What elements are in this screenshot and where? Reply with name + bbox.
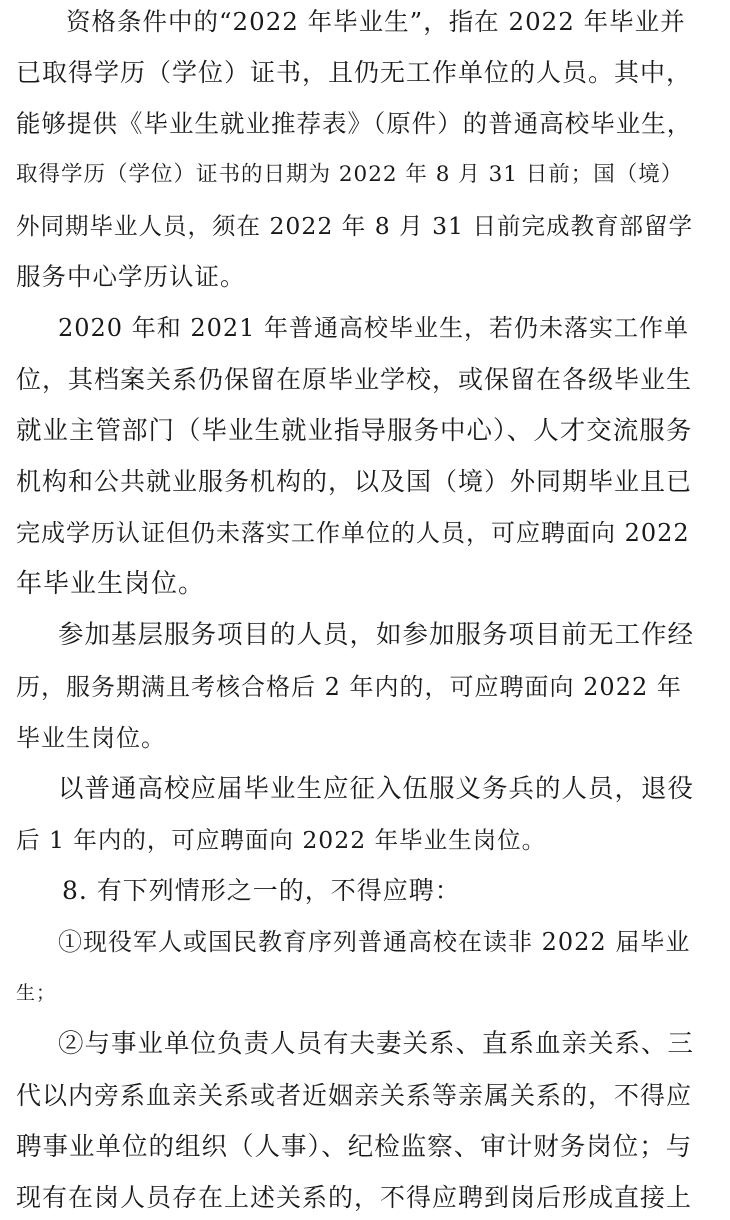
text-line: 2020 年和 2021 年普通高校毕业生，若仍未落实工作单 [58,314,690,342]
text-line: 聘事业单位的组织（人事）、纪检监察、审计财务岗位；与 [16,1132,693,1162]
text-line: 参加基层服务项目的人员，如参加服务项目前无工作经 [58,620,695,650]
text-line: 完成学历认证但仍未落实工作单位的人员，可应聘面向 2022 [16,519,690,547]
text-line: ①现役军人或国民教育序列普通高校在读非 2022 届毕业 [58,928,691,956]
text-line: 后 1 年内的，可应聘面向 2022 年毕业生岗位。 [16,826,547,854]
text-line: 年毕业生岗位。 [16,569,206,599]
text-line: 以普通高校应届毕业生应征入伍服义务兵的人员，退役 [58,774,695,804]
text-line: 外同期毕业人员，须在 2022 年 8 月 31 日前完成教育部留学 [16,212,693,240]
text-line: 能够提供《毕业生就业推荐表》（原件）的普通高校毕业生， [16,109,693,138]
text-line: 位，其档案关系仍保留在原毕业学校，或保留在各级毕业生 [16,365,693,394]
text-line: 服务中心学历认证。 [16,262,246,291]
text-line: 历，服务期满且考核合格后 2 年内的，可应聘面向 2022 年 [16,673,682,701]
text-line: ②与事业单位负责人员有夫妻关系、直系血亲关系、三 [58,1029,695,1059]
text-line: 生； [16,982,57,1004]
text-line: 毕业生岗位。 [16,724,166,752]
text-line: 资格条件中的“2022 年毕业生”，指在 2022 年毕业并 [66,7,686,36]
text-line: 现有在岗人员存在上述关系的，不得应聘到岗后形成直接上 [16,1183,693,1212]
text-line: 代以内旁系血亲关系或者近姻亲关系等亲属关系的，不得应 [16,1081,693,1110]
text-line: 取得学历（学位）证书的日期为 2022 年 8 月 31 日前；国（境） [16,162,684,187]
text-line: 已取得学历（学位）证书，且仍无工作单位的人员。其中， [16,58,693,87]
text-line: 8. 有下列情形之一的，不得应聘： [62,876,461,905]
text-line: 就业主管部门（毕业生就业指导服务中心）、人才交流服务 [16,416,693,446]
text-line: 机构和公共就业服务机构的，以及国（境）外同期毕业且已 [16,467,693,496]
